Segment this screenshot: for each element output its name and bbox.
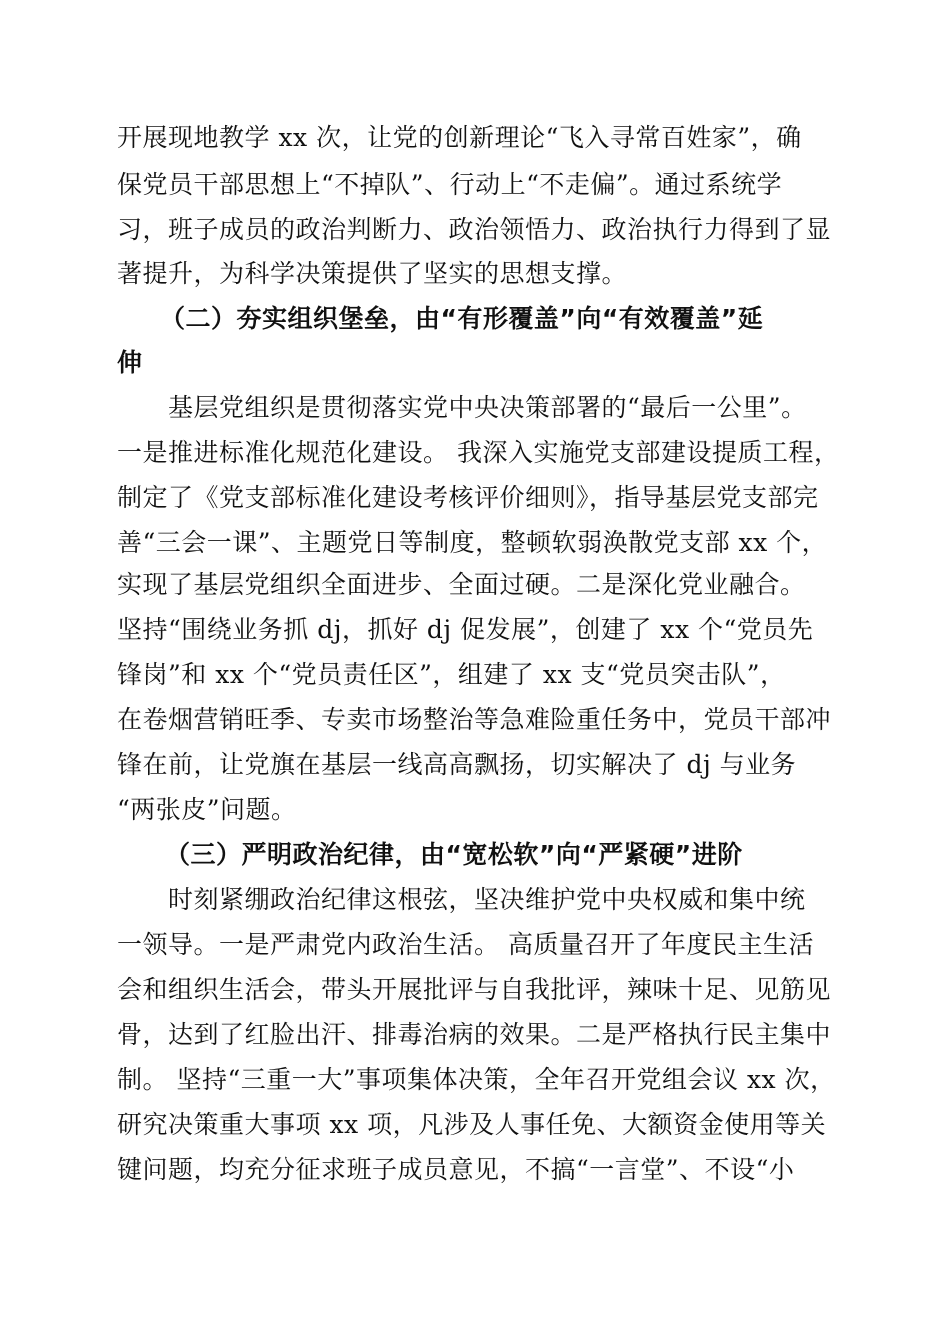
paragraph-line: 骨，达到了红脸出汗、排毒治病的效果。二是严格执行民主集中 xyxy=(117,1020,832,1049)
paragraph-line: 坚持“围绕业务抓 dj，抓好 dj 促发展”，创建了 xx 个“党员先 xyxy=(117,615,814,644)
section-heading-continued: 伸 xyxy=(117,348,143,377)
paragraph-line: 键问题，均充分征求班子成员意见，不搞“一言堂”、不设“小 xyxy=(117,1155,795,1184)
paragraph-line: 会和组织生活会，带头开展批评与自我批评，辣味十足、见筋见 xyxy=(117,975,832,1004)
paragraph-line: 一领导。一是严肃党内政治生活。 高质量召开了年度民主生活 xyxy=(117,930,814,959)
paragraph-line: 开展现地教学 xx 次，让党的创新理论“飞入寻常百姓家”，确 xyxy=(117,123,802,152)
paragraph-line: 锋在前，让党旗在基层一线高高飘扬，切实解决了 dj 与业务 xyxy=(117,750,797,779)
paragraph-line: 时刻紧绷政治纪律这根弦，坚决维护党中央权威和集中统 xyxy=(168,885,806,914)
paragraph-line: 在卷烟营销旺季、专卖市场整治等急难险重任务中，党员干部冲 xyxy=(117,705,832,734)
section-heading: （二）夯实组织堡垒，由“有形覆盖”向“有效覆盖”延 xyxy=(160,304,764,333)
paragraph-line: 制。 坚持“三重一大”事项集体决策，全年召开党组会议 xx 次， xyxy=(117,1065,836,1094)
paragraph-line: 制定了《党支部标准化建设考核评价细则》，指导基层党支部完 xyxy=(117,483,819,512)
paragraph-line: 研究决策重大事项 xx 项，凡涉及人事任免、大额资金使用等关 xyxy=(117,1110,827,1139)
paragraph-line: 锋岗”和 xx 个“党员责任区”，组建了 xx 支“党员突击队”， xyxy=(117,660,786,689)
paragraph-line: 著提升，为科学决策提供了坚实的思想支撑。 xyxy=(117,259,628,288)
paragraph-line: “两张皮”问题。 xyxy=(117,795,297,824)
section-heading: （三）严明政治纪律，由“宽松软”向“严紧硬”进阶 xyxy=(165,840,743,869)
paragraph-line: 习，班子成员的政治判断力、政治领悟力、政治执行力得到了显 xyxy=(117,215,832,244)
paragraph-line: 保党员干部思想上“不掉队”、行动上“不走偏”。通过系统学 xyxy=(117,170,783,199)
paragraph-line: 基层党组织是贯彻落实党中央决策部署的“最后一公里”。 xyxy=(168,393,807,422)
paragraph-line: 善“三会一课”、主题党日等制度，整顿软弱涣散党支部 xx 个， xyxy=(117,528,828,557)
paragraph-line: 一是推进标准化规范化建设。 我深入实施党支部建设提质工程， xyxy=(117,438,840,467)
paragraph-line: 实现了基层党组织全面进步、全面过硬。二是深化党业融合。 xyxy=(117,570,806,599)
